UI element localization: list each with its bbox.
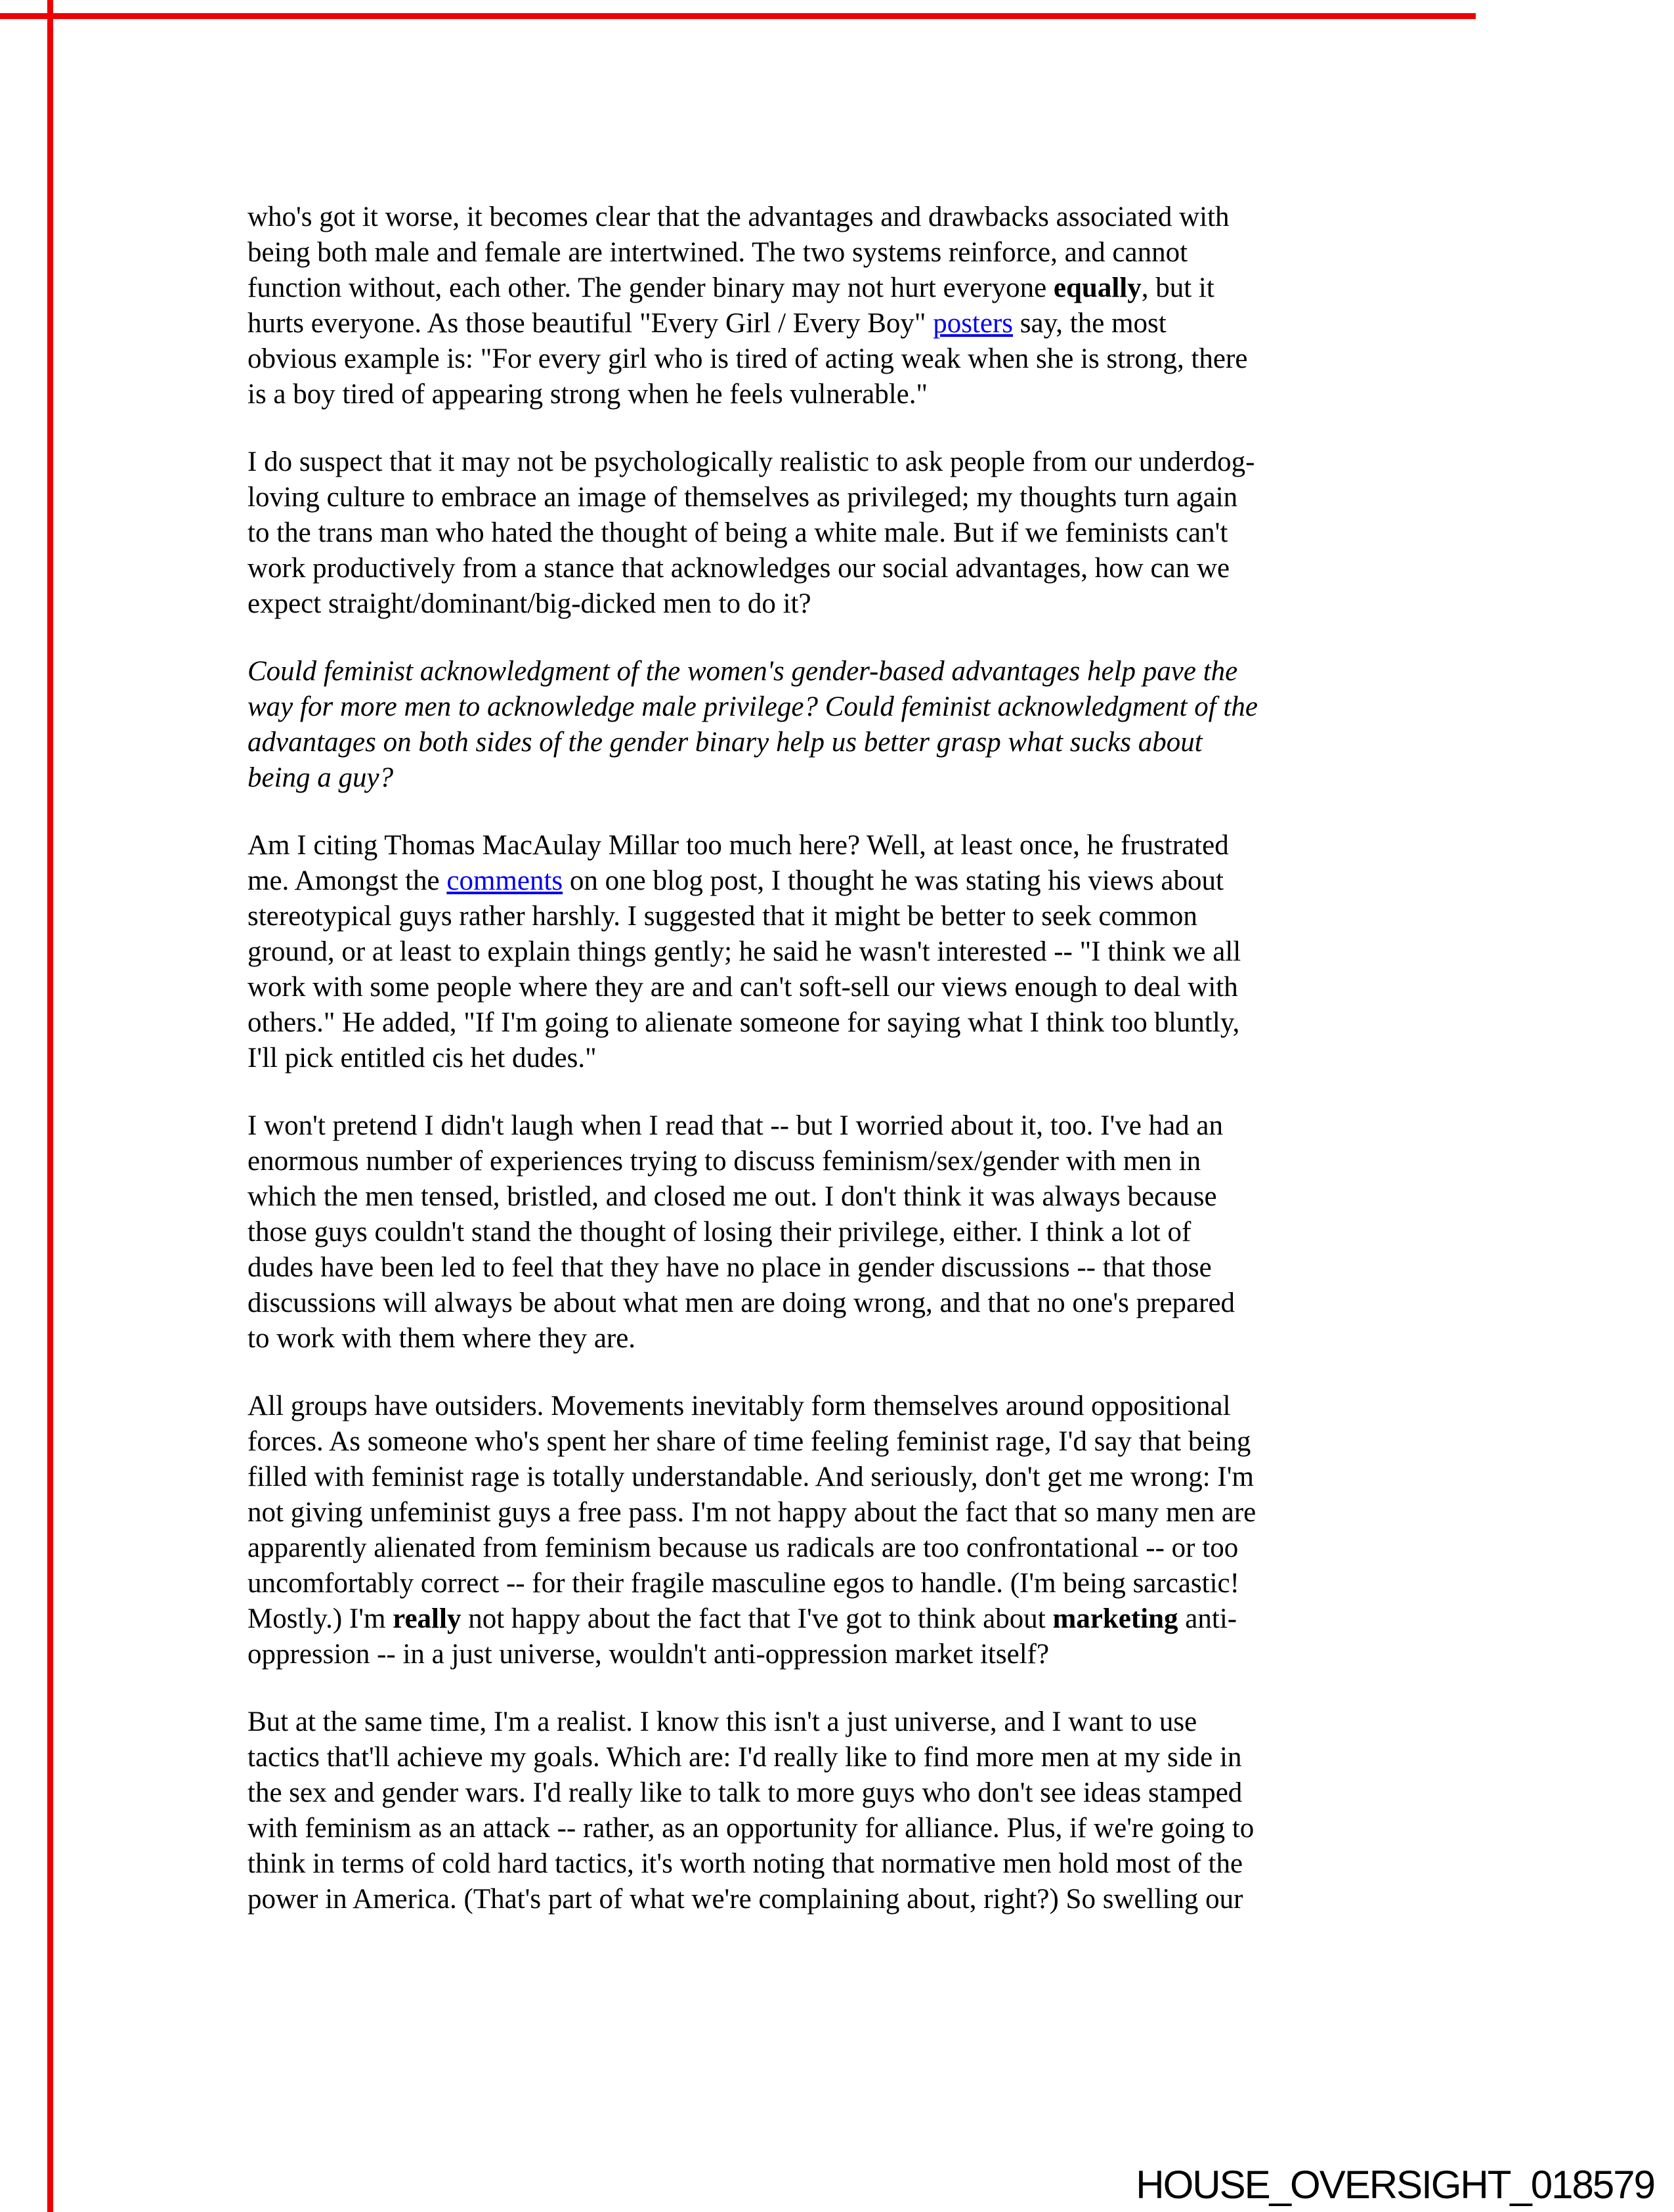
text-run: power in America. (That's part of what we're complaining about, right?) So swelling our (247, 1884, 1243, 1915)
text-run: others." He added, "If I'm going to alienate someone for saying what I think too bluntly, (247, 1007, 1240, 1038)
text-run: All groups have outsiders. Movements inevitably form themselves around oppositional (247, 1391, 1231, 1421)
text-line (247, 1566, 1495, 1601)
text-run: But at the same time, I'm a realist. I know this isn't a just universe, and I want to use (247, 1706, 1197, 1737)
text-line (247, 1601, 1495, 1637)
text-run: not giving unfeminist guys a free pass. I'm not happy about the fact that so many men are (247, 1497, 1256, 1528)
text-line (247, 1846, 1495, 1882)
text-run: say, the most (1013, 308, 1167, 339)
text-run: work productively from a stance that acknowledges our social advantages, how can we (247, 553, 1230, 584)
text-line (247, 1775, 1495, 1811)
text-run: I'll pick entitled cis het dudes." (247, 1043, 597, 1073)
text-line (247, 1637, 1495, 1672)
paragraph-2 (247, 445, 1495, 622)
text-run: advantages on both sides of the gender binary help us better grasp what sucks about (247, 727, 1203, 758)
text-line (247, 377, 1495, 412)
text-run: expect straight/dominant/big-dicked men to do it? (247, 588, 811, 619)
text-run: stereotypical guys rather harshly. I suggested that it might be better to seek common (247, 901, 1197, 932)
bold-text: equally (1053, 272, 1142, 303)
text-run: which the men tensed, bristled, and closed me out. I don't think it was always because (247, 1181, 1217, 1212)
text-line (247, 551, 1495, 586)
text-line (247, 586, 1495, 622)
text-run: is a boy tired of appearing strong when he feels vulnerable." (247, 379, 928, 410)
text-line (247, 306, 1495, 341)
text-line (247, 1250, 1495, 1286)
text-run: Could feminist acknowledgment of the women's gender-based advantages help pave the (247, 656, 1238, 687)
text-line (247, 689, 1495, 725)
comments-link[interactable]: comments (446, 865, 563, 896)
text-run: to work with them where they are. (247, 1323, 636, 1354)
text-run: to the trans man who hated the thought of being a white male. But if we feminists can't (247, 517, 1228, 548)
text-line (247, 445, 1495, 480)
text-line (247, 515, 1495, 551)
text-line (247, 970, 1495, 1005)
text-line (247, 1321, 1495, 1356)
text-run: who's got it worse, it becomes clear that the advantages and drawbacks associated with (247, 202, 1230, 232)
bates-number: HOUSE_OVERSIGHT_018579 (1136, 2163, 1654, 2207)
text-line (247, 1179, 1495, 1215)
text-run: way for more men to acknowledge male privilege? Could feminist acknowledgment of the (247, 691, 1258, 722)
text-run: apparently alienated from feminism because us radicals are too confrontational -- or too (247, 1532, 1239, 1563)
text-line (247, 760, 1495, 796)
bold-text: marketing (1052, 1603, 1178, 1634)
text-line (247, 1424, 1495, 1460)
text-run: hurts everyone. As those beautiful "Every Girl / Every Boy" (247, 308, 934, 339)
text-line (247, 1495, 1495, 1530)
paragraph-1 (247, 200, 1495, 412)
text-run: the sex and gender wars. I'd really like to talk to more guys who don't see ideas stamped (247, 1777, 1243, 1808)
text-run: ground, or at least to explain things gently; he said he wasn't interested -- "I think we all (247, 936, 1241, 967)
text-run: anti- (1178, 1603, 1237, 1634)
text-run: discussions will always be about what men are doing wrong, and that no one's prepared (247, 1288, 1235, 1318)
text-run: on one blog post, I thought he was stating his views about (563, 865, 1224, 896)
text-line (247, 1460, 1495, 1495)
scan-edge-line-top (0, 13, 1476, 19)
text-run: Am I citing Thomas MacAulay Millar too much here? Well, at least once, he frustrated (247, 830, 1229, 861)
text-run: tactics that'll achieve my goals. Which are: I'd really like to find more men at my side in (247, 1742, 1242, 1773)
text-line (247, 1530, 1495, 1566)
text-line (247, 235, 1495, 271)
text-run: being a guy? (247, 762, 394, 793)
bold-text: really (393, 1603, 461, 1634)
text-line (247, 1389, 1495, 1424)
text-run: oppression -- in a just universe, wouldn't anti-oppression market itself? (247, 1639, 1050, 1670)
text-run: not happy about the fact that I've got to think about (461, 1603, 1053, 1634)
text-line (247, 1811, 1495, 1846)
text-run: work with some people where they are and can't soft-sell our views enough to deal with (247, 972, 1238, 1003)
text-run: , but it (1141, 272, 1214, 303)
paragraph-4 (247, 828, 1495, 1076)
text-line (247, 1704, 1495, 1740)
text-line (247, 1144, 1495, 1179)
text-line (247, 1740, 1495, 1775)
text-line (247, 341, 1495, 377)
text-line (247, 899, 1495, 934)
text-run: dudes have been led to feel that they have no place in gender discussions -- that those (247, 1252, 1212, 1283)
text-run: being both male and female are intertwined. The two systems reinforce, and cannot (247, 237, 1188, 268)
text-run: think in terms of cold hard tactics, it's worth noting that normative men hold most of the (247, 1848, 1243, 1879)
text-run: me. Amongst the (247, 865, 447, 896)
scan-edge-line-left (47, 0, 53, 2212)
paragraph-6 (247, 1389, 1495, 1672)
text-line (247, 828, 1495, 863)
text-run: obvious example is: "For every girl who is tired of acting weak when she is strong, there (247, 343, 1248, 374)
text-line (247, 271, 1495, 306)
text-line (247, 1108, 1495, 1144)
text-line (247, 934, 1495, 970)
text-run: loving culture to embrace an image of themselves as privileged; my thoughts turn again (247, 482, 1238, 513)
text-line (247, 1215, 1495, 1250)
text-run: function without, each other. The gender binary may not hurt everyone (247, 272, 1054, 303)
posters-link[interactable]: posters (933, 308, 1014, 339)
text-line (247, 1041, 1495, 1076)
text-line (247, 1882, 1495, 1917)
paragraph-5 (247, 1108, 1495, 1356)
paragraph-7 (247, 1704, 1495, 1917)
text-run: uncomfortably correct -- for their fragile masculine egos to handle. (I'm being sarcastic! (247, 1568, 1239, 1599)
text-line (247, 654, 1495, 689)
text-line (247, 480, 1495, 515)
text-line (247, 1286, 1495, 1321)
text-line (247, 863, 1495, 899)
text-line (247, 200, 1495, 235)
paragraph-3 (247, 654, 1495, 796)
text-run: I won't pretend I didn't laugh when I read that -- but I worried about it, too. I've had an (247, 1110, 1223, 1141)
document-body (247, 200, 1495, 1949)
text-run: those guys couldn't stand the thought of losing their privilege, either. I think a lot of (247, 1217, 1191, 1247)
text-run: forces. As someone who's spent her share of time feeling feminist rage, I'd say that being (247, 1426, 1251, 1457)
text-run: enormous number of experiences trying to discuss feminism/sex/gender with men in (247, 1146, 1201, 1177)
text-run: Mostly.) I'm (247, 1603, 393, 1634)
text-line (247, 1005, 1495, 1041)
text-run: with feminism as an attack -- rather, as an opportunity for alliance. Plus, if we're going to (247, 1813, 1255, 1844)
text-run: filled with feminist rage is totally understandable. And seriously, don't get me wrong: I'm (247, 1462, 1254, 1492)
text-line (247, 725, 1495, 760)
text-run: I do suspect that it may not be psychologically realistic to ask people from our underdog- (247, 446, 1255, 477)
